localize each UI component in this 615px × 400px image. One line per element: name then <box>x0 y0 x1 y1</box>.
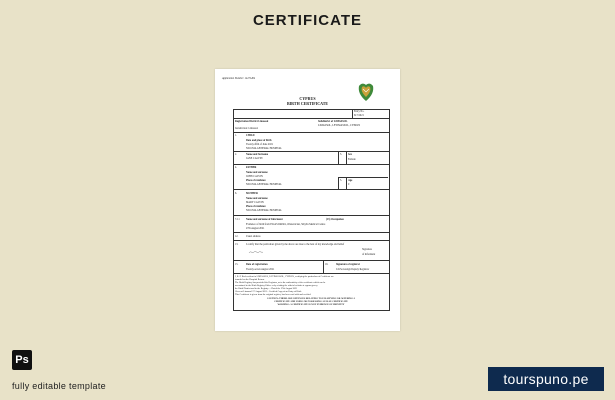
sex-label: Sex <box>348 153 352 156</box>
father-residence-label: Place of residence <box>246 179 266 182</box>
date-registration-value: Twenty-seven August 2021 <box>246 268 275 271</box>
footer-line: ascertained in the Birth Registry Office or by visiting the official website at cyprus.gov.cy <box>235 285 318 287</box>
sex-value: Female <box>348 158 356 161</box>
age-value: 0 <box>348 183 350 186</box>
date-place-label: Date and place of birth <box>246 139 272 142</box>
subdistrict-label: Subdistrict of LIMASSOL <box>318 120 348 123</box>
child-date-of-birth: Twenty-fifth of June 2021 <box>246 143 274 146</box>
caution-line: CAUTION: THERE ARE OFFENCES RELATING TO FALSIFYING OR ALTERING A <box>267 298 355 300</box>
name-surname-label: Name and Surname <box>246 153 269 156</box>
mother-name-label: Name and surname <box>246 197 268 200</box>
warning-line: WARNING: A CERTIFICATE IS NOT EVIDENCE OF IDENTITY <box>277 304 345 306</box>
registration-district: Registration District Limassol <box>235 120 269 123</box>
section-number: 15. <box>235 263 239 266</box>
registrar-signature-value: J.D.Sovereign Deputy Registrar <box>336 268 370 271</box>
footer-line: The Birth Registry has provided the Registrar, as to the authenticity of the certificate which can be <box>235 282 326 284</box>
application-number: Application Number: 14272484 <box>222 77 255 80</box>
section-number: 6. <box>235 192 237 195</box>
informant-signature-label: of Informant <box>362 253 376 256</box>
section-number: 2. <box>235 153 237 156</box>
informant-label: Name and surname of Informant <box>246 218 283 221</box>
occupation-label: (13) Occupation <box>326 218 344 221</box>
section-number: 1. <box>235 134 237 137</box>
birth-certificate-document <box>215 69 400 331</box>
father-residence: NICOSIA GENERAL HOSPITAL <box>246 183 283 186</box>
child-birth-hospital: NICOSIA GENERAL HOSPITAL <box>246 147 283 150</box>
template-tagline: fully editable template <box>12 381 106 391</box>
section-number: 7-11 <box>235 218 240 221</box>
registrar-signature-label: Signature of registrar <box>336 263 360 266</box>
footer-line: This Certificate is given from the original register, has been read with and verified. <box>235 294 312 296</box>
father-name: JOHN CALVIN <box>246 175 263 178</box>
section-number: 16. <box>325 263 329 266</box>
age-label: Age <box>348 179 353 182</box>
page-title: CERTIFICATE <box>252 12 363 29</box>
heading-country: CYPRUS <box>299 96 316 101</box>
brand-badge: tourspuno.pe <box>488 367 604 391</box>
informant-date: 27th August 2021 <box>246 227 265 230</box>
photoshop-icon: Ps <box>12 350 32 370</box>
footer-line: Given at Limassol 27 August 2021 - Certified Copy of an Entry of Birth <box>235 291 302 293</box>
father-heading: FATHER <box>246 166 257 169</box>
mother-residence-label: Place of residence <box>246 205 266 208</box>
child-heading: CHILD <box>246 134 255 137</box>
signature-label: Signature <box>362 248 372 251</box>
informant-text: Evidence of birth from ELIAS PAPAS, Obstetrician, Sibylla Medical Centre <box>246 223 326 226</box>
section-number: 3. <box>340 153 342 156</box>
mother-residence: NICOSIA GENERAL HOSPITAL <box>246 209 283 212</box>
caution-line: CERTIFICATE AND USING OR POSSESSING A FALSE CERTIFICATE <box>274 301 348 303</box>
heading-certificate: BIRTH CERTIFICATE <box>286 101 329 106</box>
certification-statement: I certify that the particulars given by me above are true to the best of my knowledge and belief <box>246 243 345 246</box>
informant-signature-icon <box>248 249 264 255</box>
child-name: JANE CALVIN <box>246 157 263 160</box>
footer-line: the Birth District and in the Registry ... Dated the 27th August 2021 <box>235 288 298 290</box>
jurisdiction: Jurisdiction: Limassol <box>235 127 258 130</box>
mother-heading: MOTHER <box>246 192 258 195</box>
entry-number-value: 617/2021 <box>354 114 364 117</box>
section-number: 13. <box>235 243 239 246</box>
footer-line: founded on the Hospital Return. <box>235 279 265 281</box>
section-number: 12. <box>235 235 239 238</box>
usual-address-label: Usual address <box>246 235 261 238</box>
section-number: 5. <box>340 179 342 182</box>
footer-line: I, R. P. Kral resident in LIMASSOL, LEYIMASSOL, CYPRUS, certifying the particulars of Certificate are <box>235 276 334 278</box>
father-name-label: Name and surname <box>246 171 268 174</box>
date-registration-label: Date of registration <box>246 263 268 266</box>
mother-name: MARY CALVIN <box>246 201 264 204</box>
subdistrict-value: LIMASSOL, LEYIMASSOL, CYPRUS <box>318 124 361 127</box>
section-number: 4. <box>235 166 237 169</box>
entry-number-label: Entry No. <box>354 110 365 113</box>
